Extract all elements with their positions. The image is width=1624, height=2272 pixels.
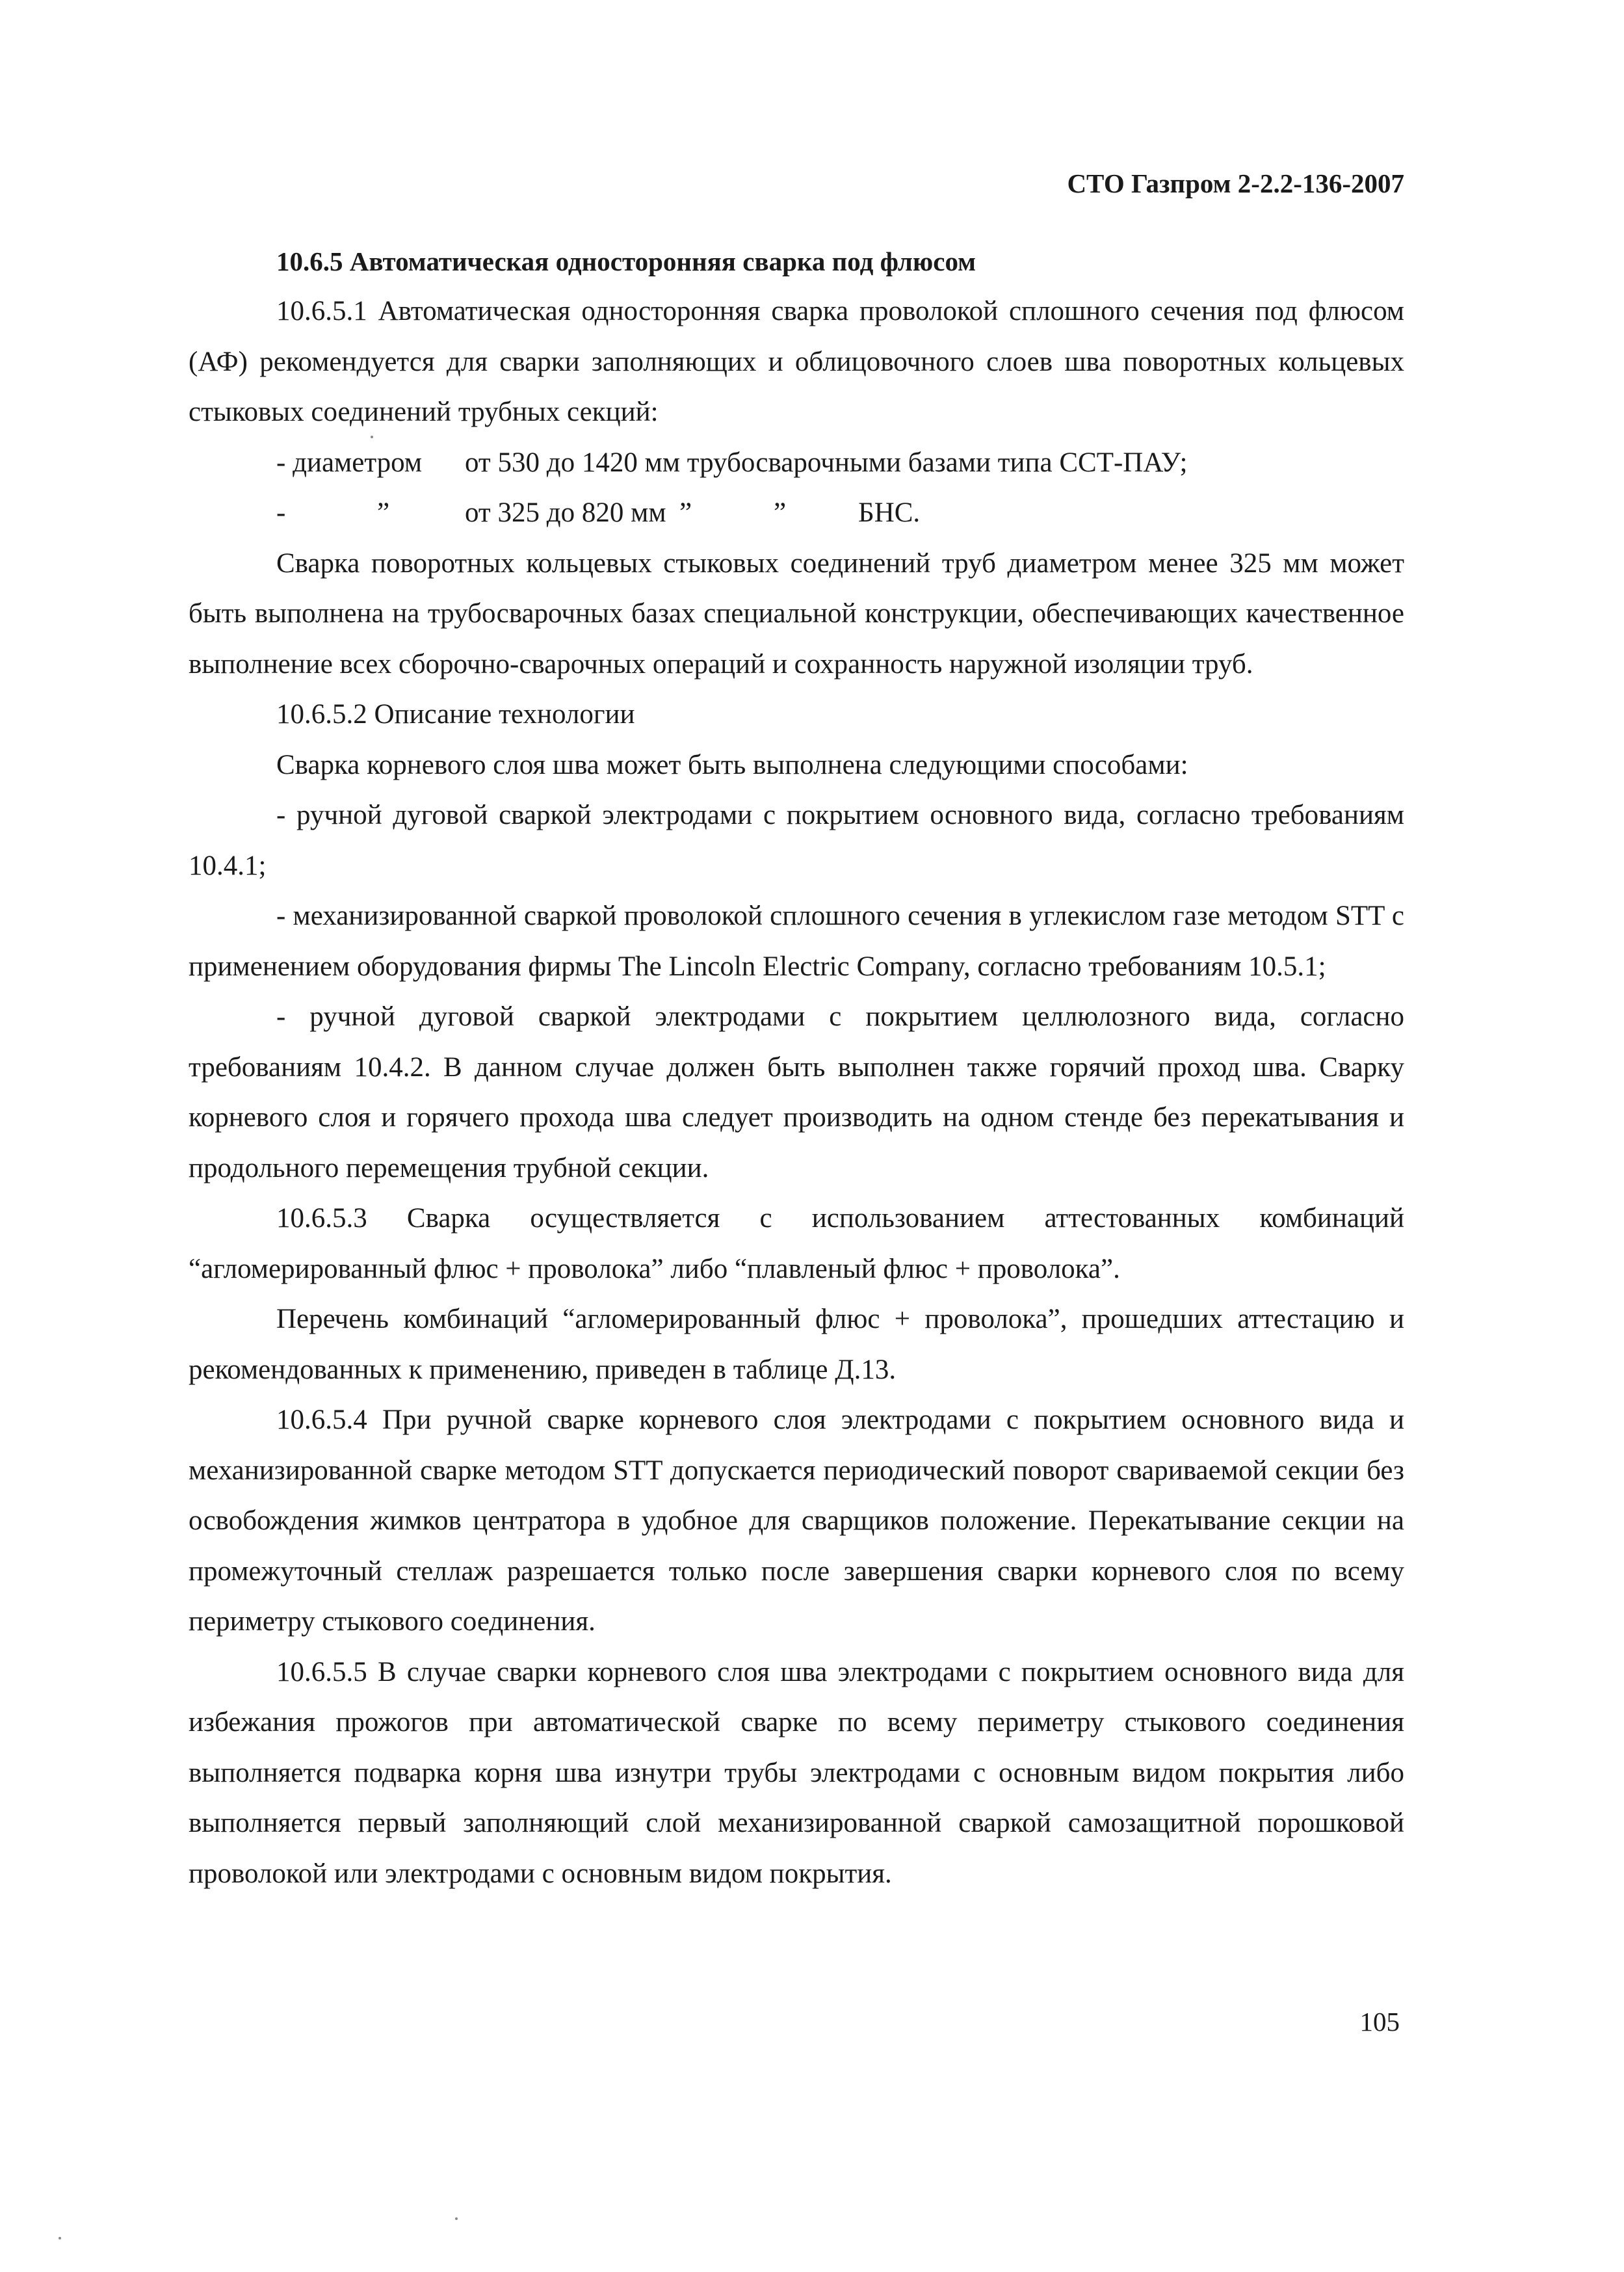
page-number: 105	[1359, 2007, 1400, 2037]
ditto-mark: ”	[774, 497, 787, 528]
list-text: от 530 до 1420 мм трубосварочными базами типа ССТ-ПАУ;	[465, 447, 1188, 478]
paragraph: 10.6.5.4 При ручной сварке корневого слоя электродами с покрытием основного вида и механизированной сварке методом STT допускается периодический поворот свариваемой секции без освобождения жимков центратора в удобное для сварщиков положение. Перекатывание секции на промежуточный стеллаж разрешается только после завершения сварки корневого слоя по всему периметру стыкового соединения.	[189, 1405, 1404, 1637]
body-text	[189, 286, 1404, 1899]
list-item	[189, 438, 1404, 488]
ditto-mark: ”	[679, 497, 692, 528]
paragraph: 10.6.5.1 Автоматическая односторонняя сварка проволокой сплошного сечения под флюсом (АФ) рекомендуется для сварки заполняющих и облицовочного слоев шва поворотных кольцевых стыковых соединений трубных секций:	[189, 296, 1404, 427]
ditto-mark: ”	[377, 497, 390, 528]
list-label: - диаметром	[276, 447, 423, 478]
paragraph: 10.6.5.5 В случае сварки корневого слоя шва электродами с покрытием основного вида для избежания прожогов при автоматической сварке по всему периметру стыкового соединения выполняется подварка корня шва изнутри трубы электродами с основным видом покрытия либо выполняется первый заполняющий слой механизированной сваркой самозащитной порошковой проволокой или электродами с основным видом покрытия.	[189, 1656, 1404, 1889]
paragraph: Перечень комбинаций “агломерированный флюс + проволока”, прошедших аттестацию и рекомендованных к применению, приведен в таблице Д.13.	[189, 1304, 1404, 1385]
list-range: от 325 до 820 мм	[465, 497, 666, 528]
scan-speck	[371, 436, 373, 438]
paragraph: 10.6.5.2 Описание технологии	[276, 699, 635, 730]
paragraph: - ручной дуговой сваркой электродами с покрытием целлюлозного вида, согласно требованиям 10.4.2. В данном случае должен быть выполнен также горячий проход шва. Сварку корневого слоя и горячего прохода шва следует производить на одном стенде без перекатывания и продольного перемещения трубной секции.	[189, 1001, 1404, 1183]
paragraph: - механизированной сваркой проволокой сплошного сечения в углекислом газе методом STT с применением оборудования фирмы The Lincoln Electric Company, согласно требованиям 10.5.1;	[189, 901, 1404, 982]
list-item	[189, 488, 1404, 538]
paragraph: 10.6.5.3 Сварка осуществляется с использованием аттестованных комбинаций “агломерированный флюс + проволока” либо “плавленый флюс + проволока”.	[189, 1203, 1404, 1284]
paragraph: Сварка корневого слоя шва может быть выполнена следующими способами:	[276, 749, 1188, 780]
list-dash: -	[276, 497, 286, 528]
list-base: БНС.	[858, 497, 921, 528]
section-title: 10.6.5 Автоматическая односторонняя сварка под флюсом	[276, 246, 976, 276]
scan-speck	[59, 2237, 61, 2239]
paragraph: - ручной дуговой сваркой электродами с покрытием основного вида, согласно требованиям 10.4.1;	[189, 800, 1404, 881]
paragraph: Сварка поворотных кольцевых стыковых соединений труб диаметром менее 325 мм может быть выполнена на трубосварочных базах специальной конструкции, обеспечивающих качественное выполнение всех сборочно-сварочных операций и сохранность наружной изоляции труб.	[189, 548, 1404, 680]
document-code: СТО Газпром 2-2.2-136-2007	[1067, 168, 1404, 198]
scan-speck	[455, 2217, 458, 2220]
